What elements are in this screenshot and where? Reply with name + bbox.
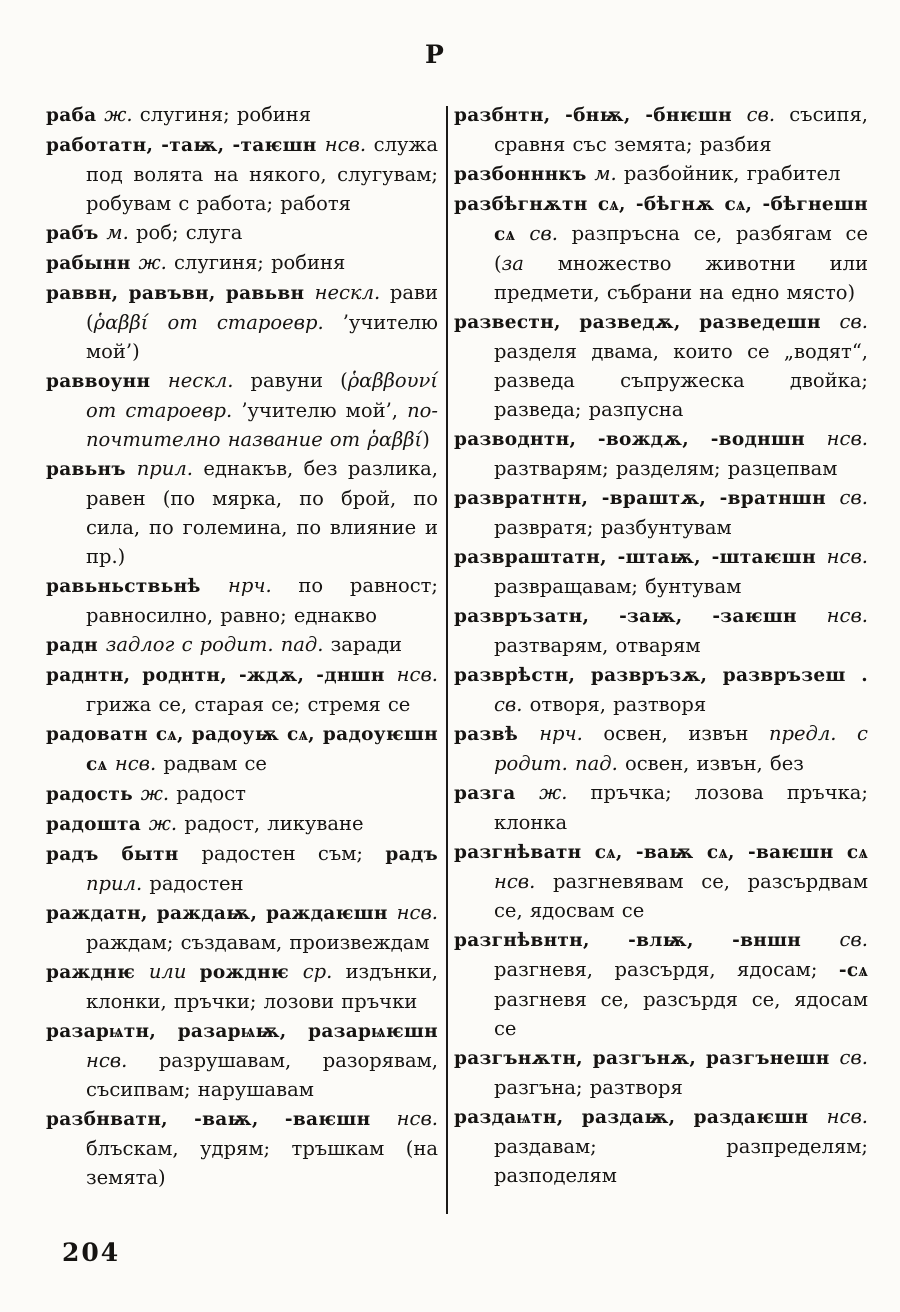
entry-run-text: равуни (: [250, 369, 348, 392]
entry-run-text: разтварям; разделям; разцепвам: [494, 457, 838, 480]
entry-run-head: рабъ: [46, 223, 107, 244]
entry-run-text: слугиня; робиня: [174, 251, 346, 274]
entry-run-head: радошта: [46, 814, 149, 835]
entry-run-greek: ῥαββί: [93, 311, 168, 334]
entry-run-label: нсв.: [826, 545, 868, 568]
dictionary-entry: [454, 778, 868, 837]
entry-run-text: издънки, клонки, пръчки; лозови пръчки: [86, 960, 438, 1013]
entry-run-head: -сѧ: [838, 960, 868, 981]
dictionary-entry: [454, 719, 868, 778]
entry-run-label: от староевр.: [86, 399, 242, 422]
entry-run-label: нсв.: [826, 604, 868, 627]
entry-run-head: равьньствьнѣ: [46, 576, 228, 597]
dictionary-entry: [46, 957, 438, 1016]
entry-run-greek: ῥαββί: [367, 428, 423, 451]
entry-run-text: разгневявам се, разсърдвам се, ядосвам се: [494, 870, 868, 922]
entry-run-head: рабынн: [46, 253, 139, 274]
entry-run-head: разгнѣватн сѧ, -ваѭ сѧ, -ваѥшн: [454, 842, 847, 863]
dictionary-entry: [454, 100, 868, 159]
entry-run-head: ражднѥ: [46, 962, 149, 983]
dictionary-entry: [46, 1016, 438, 1104]
entry-run-label: задлог с родит. пад.: [105, 633, 331, 656]
entry-run-label: ж.: [104, 103, 140, 126]
entry-run-head: раднтн, роднтн, -ждѫ, -дншн: [46, 665, 397, 686]
dictionary-entry: [46, 839, 438, 898]
entry-run-text: ’учителю мой’): [86, 311, 438, 363]
entry-run-label: нескл.: [314, 281, 390, 304]
entry-run-text: освен, извън: [603, 722, 769, 745]
entry-run-text: ’учителю мой’,: [241, 399, 408, 422]
entry-run-label: нсв.: [494, 870, 554, 893]
dictionary-entry: [46, 809, 438, 839]
entry-run-head: радость: [46, 784, 141, 805]
entry-run-label: ж.: [148, 812, 185, 835]
entry-run-head: развръзатн, -заѭ, -заѥшн: [454, 606, 827, 627]
entry-run-text: пръчка; лозова пръчка; клонка: [494, 781, 868, 834]
entry-run-label: ж.: [539, 781, 591, 804]
entry-run-text: грижа се, старая се; стремя се: [86, 693, 411, 716]
entry-run-head: раввоунн: [46, 371, 168, 392]
left-column: [46, 100, 438, 1192]
entry-run-text: по равност; равносилно, равно; еднакво: [86, 574, 438, 627]
entry-run-label: нсв.: [396, 663, 438, 686]
dictionary-entry: [454, 601, 868, 660]
entry-run-label: св.: [529, 222, 572, 245]
dictionary-entry: [46, 130, 438, 218]
entry-run-head: радоватн сѧ, радоуѭ сѧ, радоуѥшн сѧ: [46, 724, 438, 775]
entry-run-head: работатн, -таѭ, -таѥшн: [46, 135, 325, 156]
dictionary-entry: [46, 454, 438, 571]
dictionary-entry: [454, 159, 868, 189]
entry-run-head: радъ: [385, 844, 438, 865]
section-letter-heading: Р: [425, 40, 445, 69]
entry-run-text: радостен съм;: [201, 842, 386, 865]
dictionary-entry: [46, 898, 438, 957]
entry-run-head: радн: [46, 635, 106, 656]
entry-run-text: радостен: [149, 872, 244, 895]
entry-run-label: нсв.: [396, 901, 438, 924]
dictionary-entry: [46, 630, 438, 660]
entry-run-text: освен, извън, без: [624, 752, 804, 775]
entry-run-text: радвам се: [163, 752, 267, 775]
entry-run-head: разарѩтн, разарѩѭ, разарѩѥшн: [46, 1021, 438, 1042]
entry-run-head: разбнватн, -ваѭ, -ваѥшн: [46, 1109, 397, 1130]
entry-run-head: сѧ: [846, 842, 868, 863]
dictionary-entry: [46, 278, 438, 366]
dictionary-entry: [454, 483, 868, 542]
dictionary-entry: [46, 571, 438, 630]
entry-run-label: нсв.: [826, 1105, 868, 1128]
dictionary-entry: [46, 719, 438, 779]
entry-run-text: радост, ликуване: [184, 812, 364, 835]
entry-run-head: рожднѥ: [199, 962, 303, 983]
entry-run-text: развращавам; бунтувам: [494, 575, 742, 598]
dictionary-entry: [454, 189, 868, 307]
entry-run-head: разбонннкъ: [454, 164, 595, 185]
entry-run-text: слугиня; робиня: [139, 103, 312, 126]
entry-run-head: развестн, разведѫ, разведешн: [454, 312, 840, 333]
entry-run-label: нсв.: [324, 133, 374, 156]
entry-run-head: раздаѩтн, раздаѭ, раздаѥшн: [454, 1107, 827, 1128]
entry-run-text: съсипя, сравня със земята; разбия: [494, 103, 869, 156]
dictionary-entry: [454, 660, 868, 719]
dictionary-entry: [454, 307, 868, 424]
column-divider-rule: [446, 106, 448, 1214]
dictionary-entry: [454, 1043, 868, 1102]
entry-run-label: предл. с родит. пад.: [494, 722, 868, 775]
entry-run-head: разводнтн, -вождѫ, -водншн: [454, 429, 827, 450]
entry-run-head: разга: [454, 783, 540, 804]
entry-run-label: по-почтително название от: [86, 399, 438, 451]
entry-run-text: разбойник, грабител: [623, 162, 841, 185]
entry-run-label: св.: [839, 1046, 868, 1069]
entry-run-label: от староевр.: [167, 311, 343, 334]
entry-run-text: разгневя, разсърдя, ядосам;: [494, 958, 839, 981]
entry-run-text: еднакъв, без разлика, равен (по мярка, по брой, по сила, по големина, по влияние и пр.): [86, 457, 438, 568]
entry-run-text: рави (: [86, 281, 438, 334]
dictionary-entry: [46, 218, 438, 248]
entry-run-label: св.: [746, 103, 790, 126]
entry-run-text: разпръсна се, разбягам се (: [494, 222, 869, 275]
entry-run-label: нрч.: [539, 722, 604, 745]
entry-run-text: развратя; разбунтувам: [494, 516, 732, 539]
entry-run-head: развраштатн, -штаѭ, -штаѥшн: [454, 547, 827, 568]
entry-run-text: раждам; създавам, произвеждам: [86, 931, 430, 954]
entry-run-label: прил.: [86, 872, 150, 895]
entry-run-label: или: [148, 960, 200, 983]
right-column: [454, 100, 868, 1190]
entry-run-greek: ῥαββουνί: [347, 369, 438, 392]
entry-run-head: разбѣгнѫтн сѧ, -бѣгнѫ сѧ, -бѣгнешн сѧ: [454, 194, 868, 245]
entry-run-head: разгнѣвнтн, -влѭ, -вншн: [454, 930, 840, 951]
entry-run-label: м.: [106, 221, 136, 244]
dictionary-entry: [46, 1104, 438, 1192]
entry-run-head: разврѣстн, развръзѫ, развръзеш .: [454, 665, 868, 686]
entry-run-label: св.: [839, 928, 868, 951]
entry-run-label: св.: [494, 693, 530, 716]
entry-run-text: роб; слуга: [135, 221, 243, 244]
entry-run-text: ): [422, 428, 430, 451]
entry-run-label: нсв.: [826, 427, 868, 450]
entry-run-text: разгъна; разтворя: [494, 1076, 683, 1099]
entry-run-label: нескл.: [167, 369, 251, 392]
two-column-text-block: [46, 100, 880, 1214]
dictionary-entry: [46, 100, 438, 130]
entry-run-head: разбнтн, -бнѭ, -бнѥшн: [454, 105, 747, 126]
entry-run-text: разрушавам, разорявам, съсипвам; нарушавам: [86, 1049, 438, 1101]
entry-run-head: радъ бытн: [46, 844, 202, 865]
entry-run-label: нсв.: [396, 1107, 438, 1130]
entry-run-head: разгънѫтн, разгънѫ, разгънешн: [454, 1048, 840, 1069]
dictionary-entry: [46, 248, 438, 278]
entry-run-label: нсв.: [86, 1049, 159, 1072]
entry-run-text: служа под волята на някого, слугувам; робувам с работа; работя: [86, 133, 439, 215]
dictionary-entry: [454, 1102, 868, 1190]
entry-run-text: заради: [330, 633, 403, 656]
entry-run-head: раждатн, раждаѭ, раждаѥшн: [46, 903, 397, 924]
entry-run-label: ж.: [138, 251, 175, 274]
entry-run-text: разгневя се, разсърдя се, ядосам се: [494, 988, 868, 1040]
entry-run-text: радост: [176, 782, 246, 805]
entry-run-head: развѣ: [454, 724, 540, 745]
entry-run-label: за: [501, 252, 558, 275]
entry-run-label: св.: [839, 486, 868, 509]
page-number: 204: [62, 1238, 121, 1267]
entry-run-text: раздавам; разпределям; разподелям: [494, 1135, 868, 1187]
dictionary-entry: [46, 366, 438, 454]
entry-run-label: прил.: [136, 457, 204, 480]
dictionary-entry: [454, 424, 868, 483]
entry-run-label: нрч.: [228, 574, 299, 597]
entry-run-head: развратнтн, -враштѫ, -вратншн: [454, 488, 840, 509]
entry-run-head: раба: [46, 105, 105, 126]
entry-run-text: разтварям, отварям: [494, 634, 701, 657]
dictionary-entry: [46, 779, 438, 809]
entry-run-label: св.: [839, 310, 868, 333]
entry-run-label: ж.: [140, 782, 177, 805]
entry-run-head: раввн, равъвн, равьвн: [46, 283, 315, 304]
dictionary-entry: [454, 837, 868, 925]
entry-run-text: множество животни или предмети, събрани на едно място): [494, 252, 868, 304]
entry-run-label: нсв.: [114, 752, 164, 775]
dictionary-entry: [454, 925, 868, 1043]
entry-run-label: м.: [594, 162, 624, 185]
entry-run-text: блъскам, удрям; тръшкам (на земята): [86, 1137, 438, 1189]
entry-run-head: равьнъ: [46, 459, 137, 480]
entry-run-text: разделя двама, които се „водят“, разведа съпружеска двойка; разведа; разпусна: [494, 340, 868, 421]
entry-run-text: отворя, разтворя: [529, 693, 707, 716]
dictionary-entry: [46, 660, 438, 719]
entry-run-label: ср.: [302, 960, 346, 983]
dictionary-entry: [454, 542, 868, 601]
